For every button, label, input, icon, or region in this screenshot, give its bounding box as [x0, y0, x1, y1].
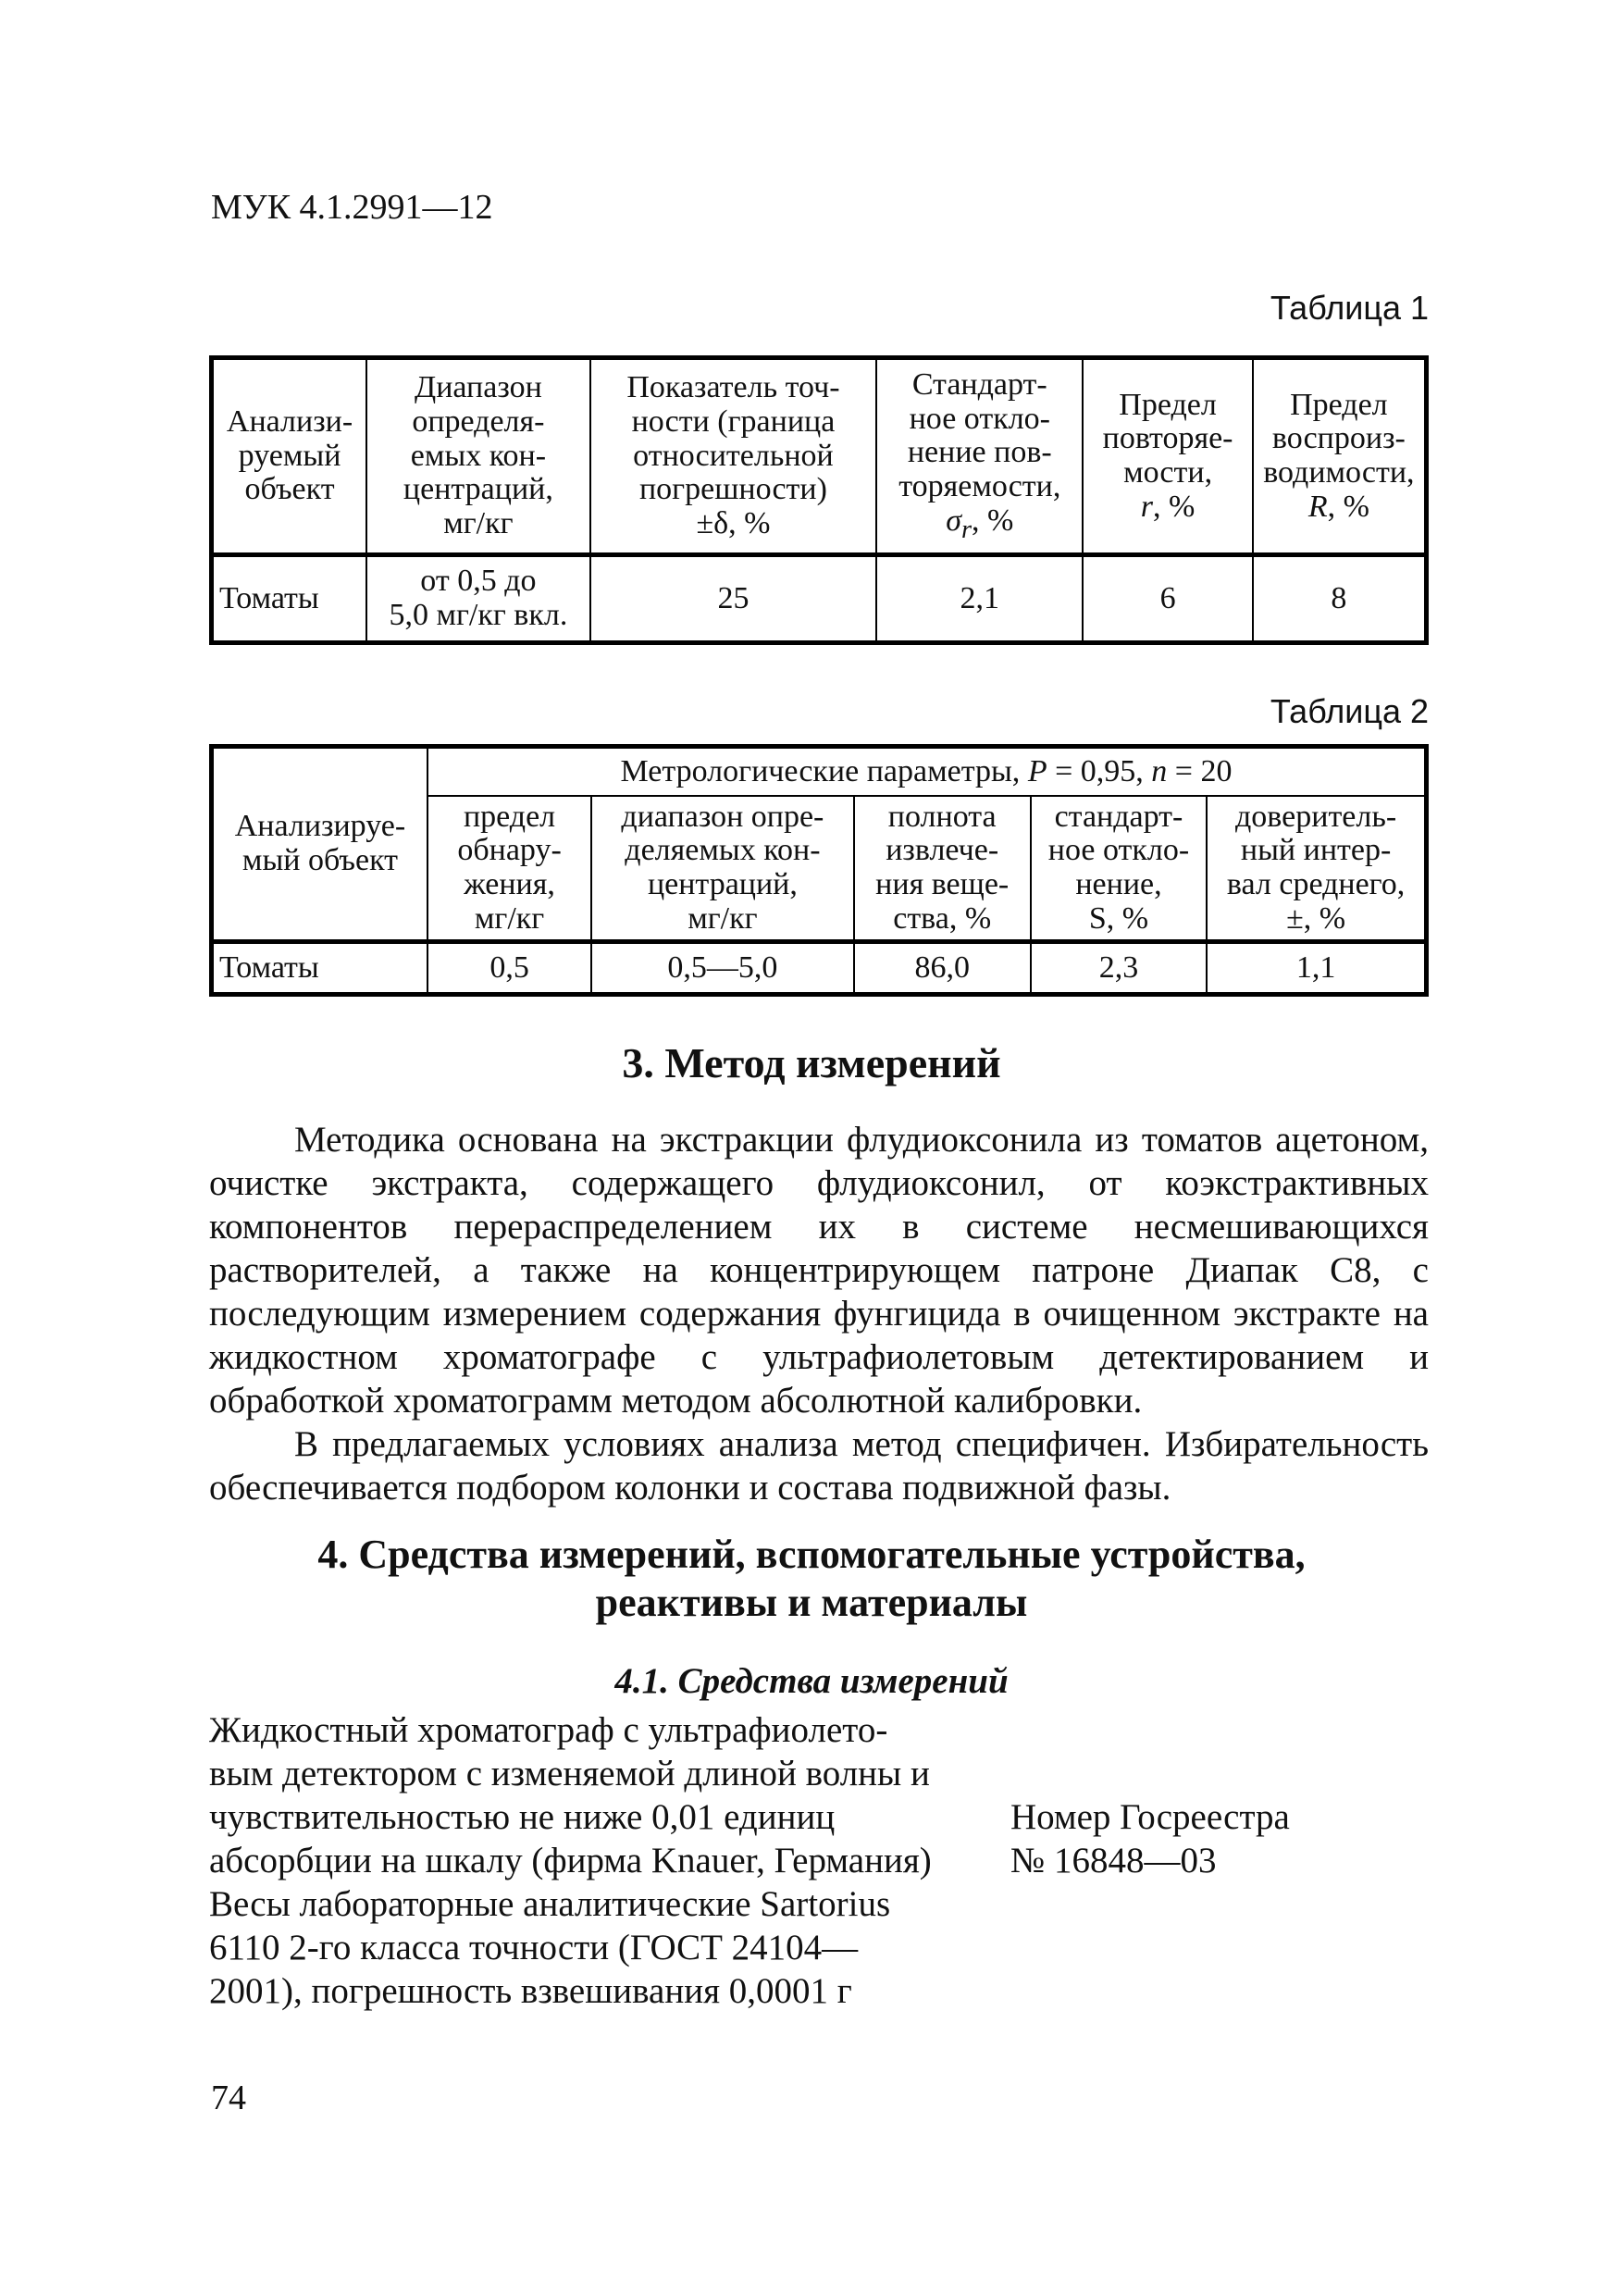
table1-cell: от 0,5 до 5,0 мг/кг вкл. [366, 555, 590, 643]
instrument-line: абсорбции на шкалу (фирма Knauer, Германия) [209, 1841, 932, 1880]
table2-header-detection-limit: предел обнару- жения, мг/кг [427, 796, 591, 942]
section3-title: 3. Метод измерений [622, 1039, 1001, 1086]
table-row [212, 942, 1427, 995]
table2-cell: 1,1 [1207, 942, 1426, 995]
section4-title-line: реактивы и материалы [595, 1580, 1028, 1625]
table2-header-range: диапазон опре- деляемых кон- центраций, мг/кг [591, 796, 853, 942]
instrument-line: Жидкостный хроматограф с ультрафиолето- [209, 1710, 888, 1750]
section4-title [0, 1531, 1623, 1627]
table2-cell: 0,5 [427, 942, 591, 995]
registry-number [1010, 1795, 1290, 1882]
table2-header-stddev: стандарт- ное откло- нение, S, % [1031, 796, 1207, 942]
section4-title-line: 4. Средства измерений, вспомогательные устройства, [317, 1532, 1306, 1577]
document-code: МУК 4.1.2991—12 [211, 188, 493, 227]
instruments-list [209, 1708, 932, 2013]
paragraph: В предлагаемых условиях анализа метод специфичен. Избирательность обеспечивается подбором колонки и состава подвижной фазы. [209, 1424, 1429, 1508]
table1-header-range: Диапазон определя- емых кон- центраций, мг/кг [366, 358, 590, 555]
instrument-line: 2001), погрешность взвешивания 0,0001 г [209, 1971, 852, 2011]
table2 [209, 744, 1429, 997]
instrument-line: вым детектором с изменяемой длиной волны и [209, 1754, 930, 1793]
table1-header-stddev: Стандарт- ное откло- нение пов- торяемости, $\sigma_r$, % [876, 358, 1083, 555]
table1-cell: 2,1 [876, 555, 1083, 643]
instrument-line: 6110 2-го класса точности (ГОСТ 24104— [209, 1928, 859, 1967]
registry-value: № 16848—03 [1010, 1841, 1217, 1880]
table2-header-confidence: доверитель- ный интер- вал среднего, ±, % [1207, 796, 1426, 942]
table1-cell: 6 [1083, 555, 1252, 643]
table2-cell: Томаты [212, 942, 427, 995]
table2-group-header: Метрологические параметры, P = 0,95, n = 20 [427, 747, 1427, 797]
table2-cell: 86,0 [854, 942, 1031, 995]
table1-header-repeatability: Предел повторяе- мости, r, % [1083, 358, 1252, 555]
table1-caption: Таблица 1 [1270, 289, 1429, 327]
table1-header-object: Анализи- руемый объект [212, 358, 367, 555]
table1-header-accuracy: Показатель точ- ности (граница относительной погрешности) ±δ, % [590, 358, 876, 555]
instrument-line: Весы лабораторные аналитические Sartorius [209, 1884, 891, 1924]
table1-cell: 25 [590, 555, 876, 643]
table2-cell: 0,5—5,0 [591, 942, 853, 995]
table1-header-row [212, 358, 1427, 555]
table1-cell: Томаты [212, 555, 367, 643]
table2-group-row [212, 747, 1427, 797]
instrument-line: чувствительностью не ниже 0,01 единиц [209, 1797, 836, 1837]
table2-caption: Таблица 2 [1270, 692, 1429, 730]
table1 [209, 355, 1429, 645]
registry-label: Номер Госреестра [1010, 1797, 1290, 1837]
table2-cell: 2,3 [1031, 942, 1207, 995]
table2-header-recovery: полнота извлече- ния веще- ства, % [854, 796, 1031, 942]
subsection-title: 4.1. Средства измерений [614, 1661, 1009, 1701]
section3-body [209, 1118, 1429, 1509]
page-number: 74 [211, 2079, 246, 2117]
table1-cell: 8 [1253, 555, 1427, 643]
paragraph: Методика основана на экстракции флудиоксонила из томатов ацетоном, очистке экстракта, содержащего флудиоксонил, от коэкстрактивных компонентов перераспределением их в системе несмешивающихся растворителей, а также на концентрирующем патроне Диапак С8, с последующим измерением содержания фунгицида в очищенном экстракте на жидкостном хроматографе с ультрафиолетовым детектированием и обработкой хроматограмм методом абсолютной калибровки. [209, 1120, 1429, 1421]
table-row [212, 555, 1427, 643]
table1-header-reproducibility: Предел воспроиз- водимости, R, % [1253, 358, 1427, 555]
table2-header-object: Анализируе- мый объект [212, 747, 427, 942]
